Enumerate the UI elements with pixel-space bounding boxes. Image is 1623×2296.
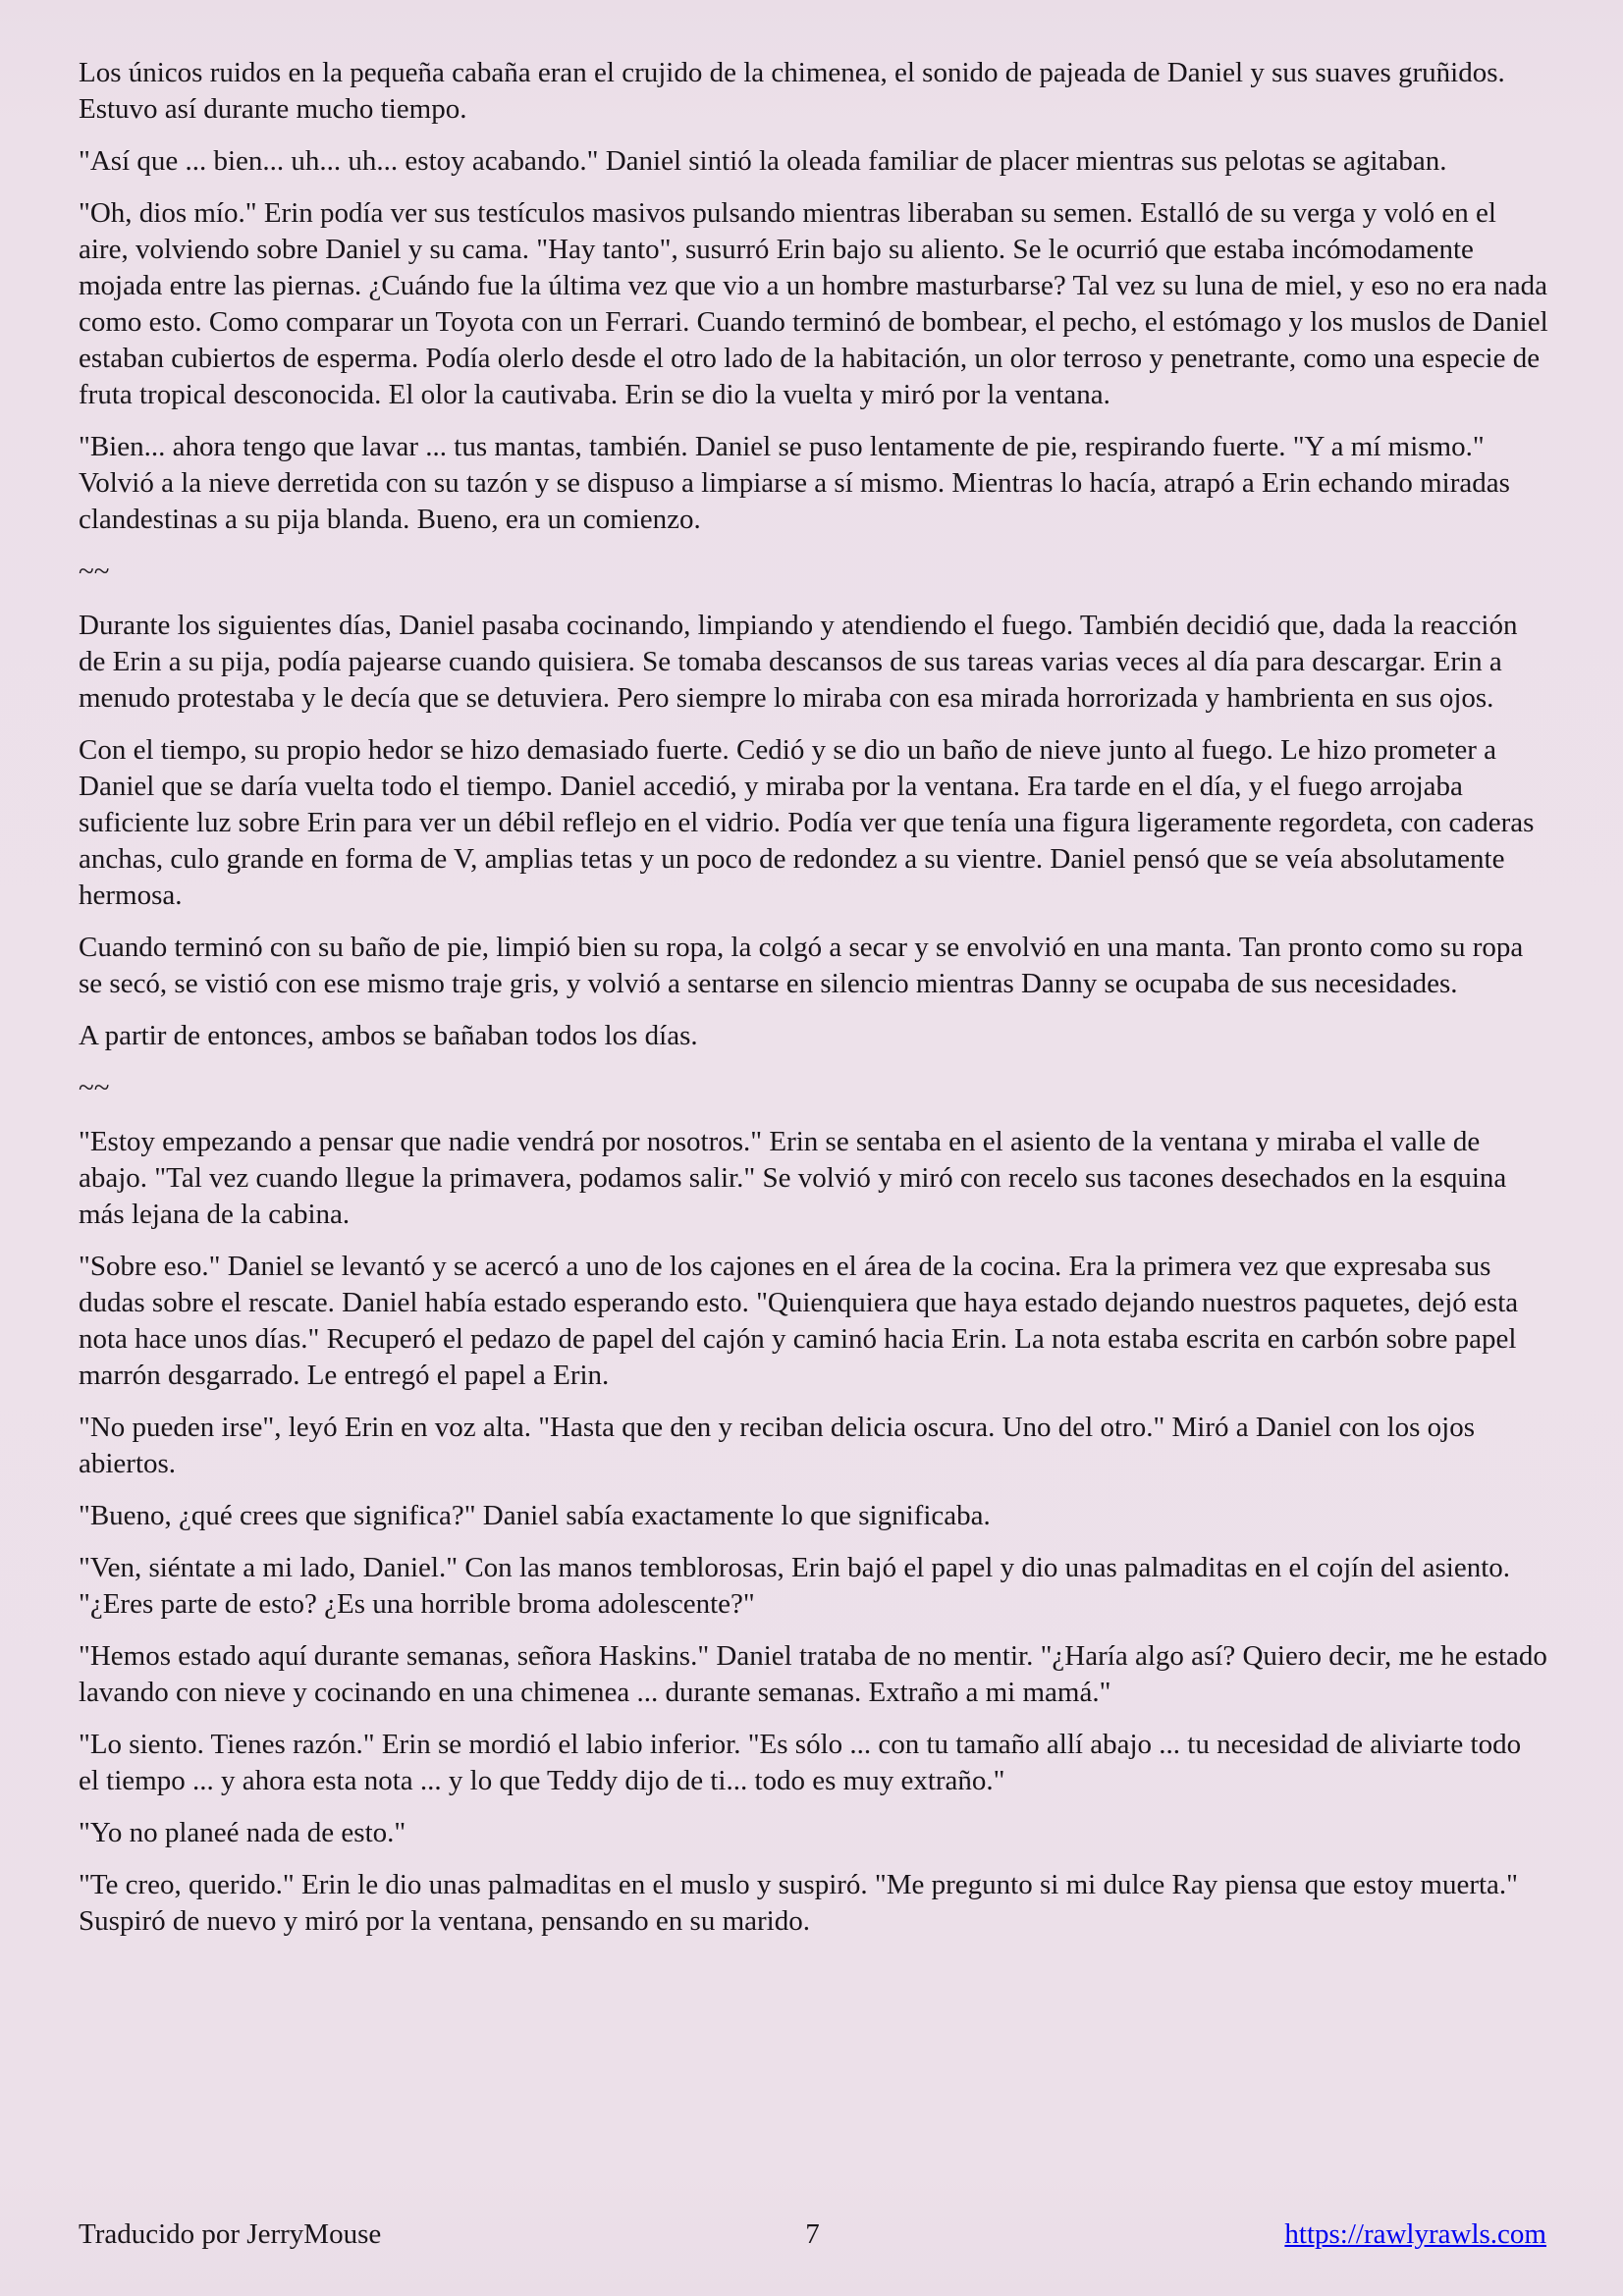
story-paragraph: "Bueno, ¿qué crees que significa?" Daniel sabía exactamente lo que significaba. [79, 1500, 991, 1531]
website-link[interactable]: https://rawlyrawls.com [1284, 2218, 1546, 2250]
story-paragraph: "Oh, dios mío." Erin podía ver sus testículos masivos pulsando mientras liberaban su semen. Estalló de su verga y voló en el aire, volviendo sobre Daniel y su cama. "Hay tanto", susurró Erin bajo su aliento. Se le ocurrió que estaba incómodamente mojada entre las piernas. ¿Cuándo fue la última vez que vio a un hombre masturbarse? Tal vez su luna de miel, y eso no era nada como esto. Como comparar un Toyota con un Ferrari. Cuando terminó de bombear, el pecho, el estómago y los muslos de Daniel estaban cubiertos de esperma. Podía olerlo desde el otro lado de la habitación, un olor terroso y penetrante, como una especie de fruta tropical desconocida. El olor la cautivaba. Erin se dio la vuelta y miró por la ventana. [79, 197, 1548, 410]
story-paragraph: "Yo no planeé nada de esto." [79, 1817, 406, 1848]
story-paragraph: "Lo siento. Tienes razón." Erin se mordió el labio inferior. "Es sólo ... con tu tamaño allí abajo ... tu necesidad de aliviarte todo el tiempo ... y ahora esta nota ... y lo que Teddy dijo de ti... todo es muy extraño." [79, 1729, 1522, 1796]
story-paragraph: "Te creo, querido." Erin le dio unas palmaditas en el muslo y suspiró. "Me pregunto si mi dulce Ray piensa que estoy muerta." Suspiró de nuevo y miró por la ventana, pensando en su marido. [79, 1869, 1518, 1937]
story-paragraph: Cuando terminó con su baño de pie, limpió bien su ropa, la colgó a secar y se envolvió en una manta. Tan pronto como su ropa se secó, se vistió con ese mismo traje gris, y volvió a sentarse en silencio mientras Danny se ocupaba de sus necesidades. [79, 932, 1524, 999]
page-footer [79, 2216, 1546, 2253]
section-separator: ~~ [79, 556, 110, 587]
story-text [79, 55, 1548, 1955]
story-paragraph: "Ven, siéntate a mi lado, Daniel." Con las manos temblorosas, Erin bajó el papel y dio unas palmaditas en el cojín del asiento. "¿Eres parte de esto? ¿Es una horrible broma adolescente?" [79, 1552, 1511, 1620]
story-paragraph: Durante los siguientes días, Daniel pasaba cocinando, limpiando y atendiendo el fuego. También decidió que, dada la reacción de Erin a su pija, podía pajearse cuando quisiera. Se tomaba descansos de sus tareas varias veces al día para descargar. Erin a menudo protestaba y le decía que se detuviera. Pero siempre lo miraba con esa mirada horrorizada y hambrienta en sus ojos. [79, 610, 1518, 714]
story-paragraph: "Estoy empezando a pensar que nadie vendrá por nosotros." Erin se sentaba en el asiento de la ventana y miraba el valle de abajo. "Tal vez cuando llegue la primavera, podamos salir." Se volvió y miró con recelo sus tacones desechados en la esquina más lejana de la cabina. [79, 1126, 1507, 1230]
section-separator: ~~ [79, 1072, 110, 1103]
page-number: 7 [805, 2218, 820, 2250]
story-paragraph: "No pueden irse", leyó Erin en voz alta. "Hasta que den y reciban delicia oscura. Uno del otro." Miró a Daniel con los ojos abiertos. [79, 1412, 1476, 1479]
story-paragraph: "Así que ... bien... uh... uh... estoy acabando." Daniel sintió la oleada familiar de placer mientras sus pelotas se agitaban. [79, 145, 1447, 177]
story-paragraph: A partir de entonces, ambos se bañaban todos los días. [79, 1020, 698, 1051]
story-paragraph: Los únicos ruidos en la pequeña cabaña eran el crujido de la chimenea, el sonido de pajeada de Daniel y sus suaves gruñidos. Estuvo así durante mucho tiempo. [79, 57, 1505, 125]
story-paragraph: "Hemos estado aquí durante semanas, señora Haskins." Daniel trataba de no mentir. "¿Haría algo así? Quiero decir, me he estado lavando con nieve y cocinando en una chimenea ... durante semanas. Extraño a mi mamá." [79, 1640, 1547, 1708]
story-paragraph: "Sobre eso." Daniel se levantó y se acercó a uno de los cajones en el área de la cocina. Era la primera vez que expresaba sus dudas sobre el rescate. Daniel había estado esperando esto. "Quienquiera que haya estado dejando nuestros paquetes, dejó esta nota hace unos días." Recuperó el pedazo de papel del cajón y caminó hacia Erin. La nota estaba escrita en carbón sobre papel marrón desgarrado. Le entregó el papel a Erin. [79, 1251, 1519, 1391]
story-paragraph: Con el tiempo, su propio hedor se hizo demasiado fuerte. Cedió y se dio un baño de nieve junto al fuego. Le hizo prometer a Daniel que se daría vuelta todo el tiempo. Daniel accedió, y miraba por la ventana. Era tarde en el día, y el fuego arrojaba suficiente luz sobre Erin para ver un débil reflejo en el vidrio. Podía ver que tenía una figura ligeramente regordeta, con caderas anchas, culo grande en forma de V, amplias tetas y un poco de redondez a su vientre. Daniel pensó que se veía absolutamente hermosa. [79, 734, 1535, 911]
translator-credit: Traducido por JerryMouse [79, 2218, 382, 2250]
story-paragraph: "Bien... ahora tengo que lavar ... tus mantas, también. Daniel se puso lentamente de pie, respirando fuerte. "Y a mí mismo." Volvió a la nieve derretida con su tazón y se dispuso a limpiarse a sí mismo. Mientras lo hacía, atrapó a Erin echando miradas clandestinas a su pija blanda. Bueno, era un comienzo. [79, 431, 1510, 535]
